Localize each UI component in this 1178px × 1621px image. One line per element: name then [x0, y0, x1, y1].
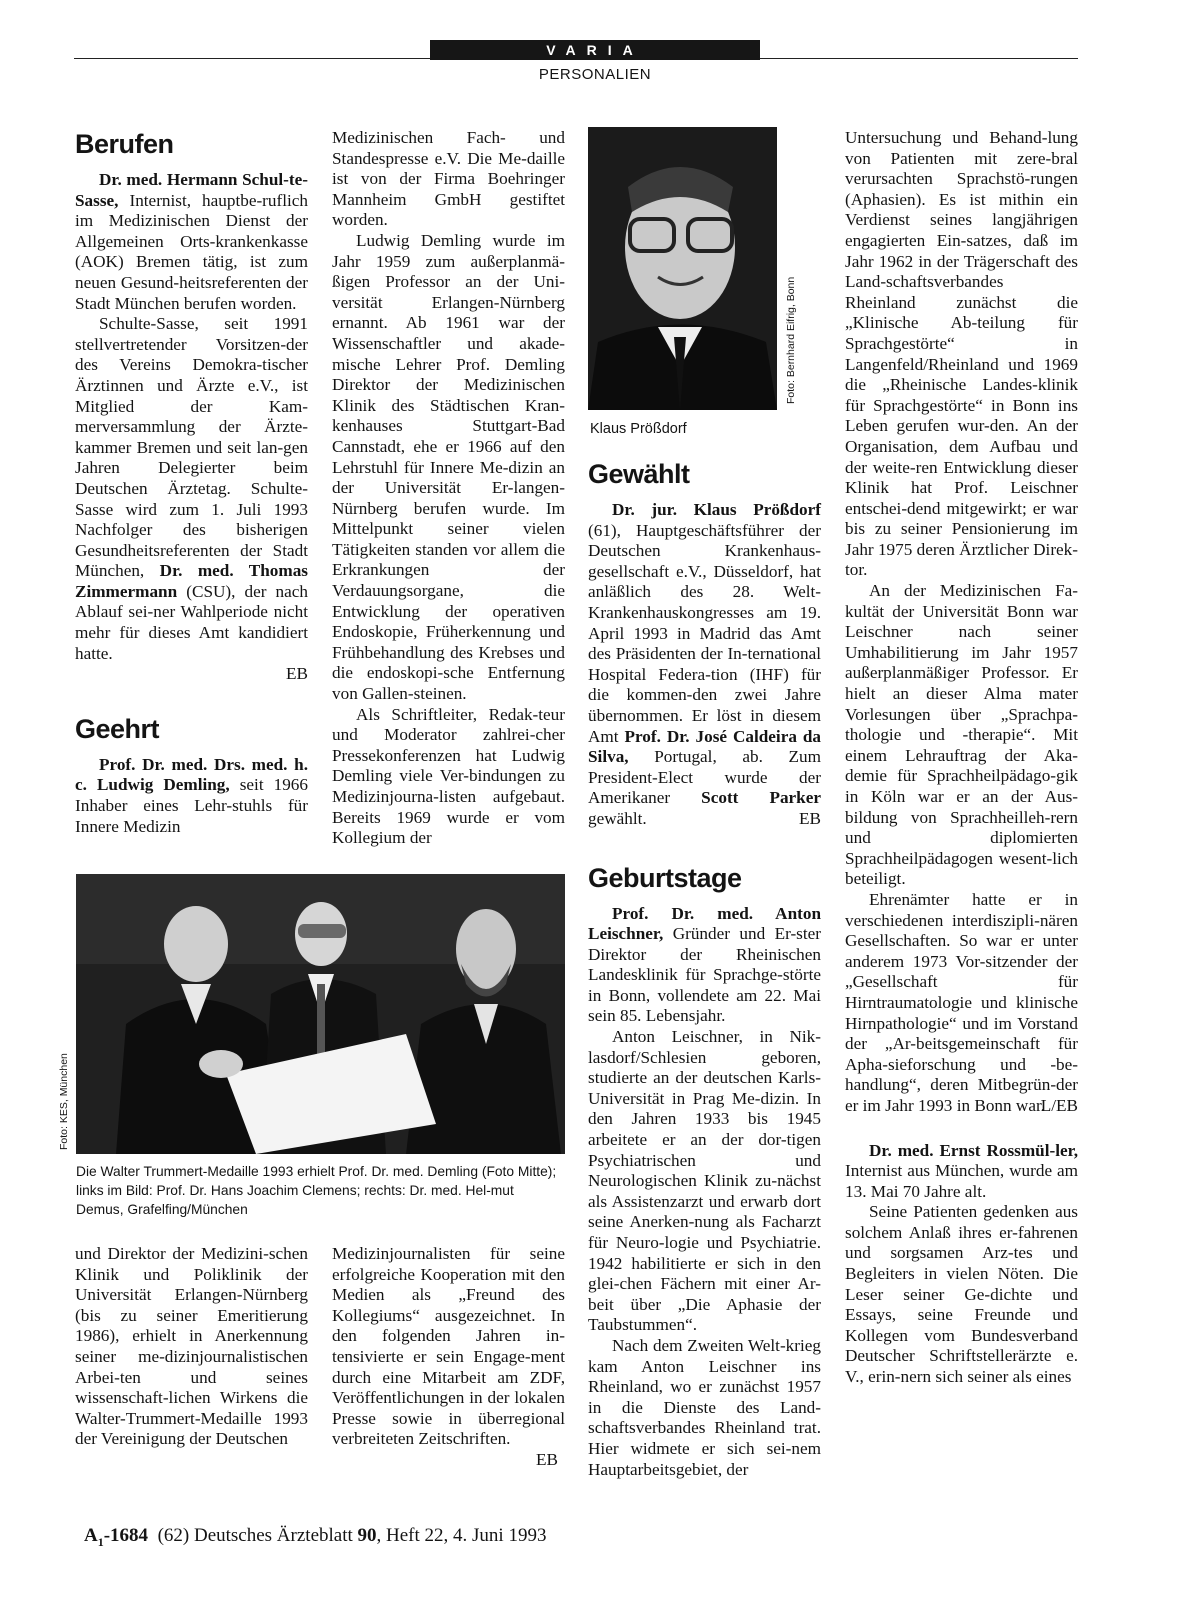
bold-name: Dr. jur. Klaus Prößdorf — [612, 500, 821, 519]
paragraph: Dr. med. Hermann Schul-te-Sasse, Internist, hauptbe-ruflich im Medizinischen Dienst der Allgemeinen Orts-krankenkasse (AOK) Bremen tätig, ist zum neuen Gesund-heitsreferenten der Stadt München berufen worden. — [75, 170, 308, 313]
section-banner: VARIA — [430, 40, 760, 60]
column-2-lower — [332, 1244, 565, 1450]
portrait-photo-credit: Foto: Bernhard Eifrig, Bonn — [785, 276, 797, 404]
award-photo-image — [76, 874, 565, 1154]
heading-geehrt: Geehrt — [75, 713, 160, 744]
signature: L/EB — [1040, 1095, 1078, 1115]
paragraph: An der Medizinischen Fa-kultät der Universität Bonn war Leischner nach seiner Umhabilitierung im Jahr 1957 außerplanmäßiger Professor. Er hielt an dieser Alma mater Vorlesungen über „Sprachpa-thologie und -therapie“. Mit einem Lehrauftrag der Aka-demie für Sprachheilpädago-gik in Köln war er an der Aus-bildung von Sprachheilleh-rern und diplomierten Sprachheilpädagogen wesent-lich beteiligt. — [845, 581, 1078, 889]
footer-journal: (62) Deutsches Ärzteblatt — [157, 1525, 358, 1546]
paragraph: Dr. jur. Klaus Prößdorf (61), Hauptgeschäftsführer der Deutschen Krankenhaus-gesellschaft e.V., Düsseldorf, hat anläßlich des 28. Welt-Krankenhauskongresses am 19. April 1993 in Madrid das Amt des Präsidenten der In-ternational Hospital Federa-tion (IHF) für die kommen-den zwei Jahre übernommen. Er löst in diesem Amt Prof. Dr. José Caldeira da Silva, Portugal, ab. Zum President-Elect wurde der Amerikaner Scott Parker gewählt. — [588, 500, 821, 828]
award-photo-caption: Die Walter Trummert-Medaille 1993 erhielt Prof. Dr. med. Demling (Foto Mitte); links im Bild: Prof. Dr. Hans Joachim Clemens; rechts: Dr. med. Hel-mut Demus, Grafelfing/München — [76, 1164, 557, 1217]
bold-name: Dr. med. Thomas Zimmermann — [75, 561, 308, 601]
paragraph: Ehrenämter hatte er in verschiedenen interdiszipli-nären Gesellschaften. So war er unter anderem 1973 Vor-sitzender der „Gesellschaft für Hirntraumatologie und klinische Hirnpathologie“ und im Vorstand der „Ar-beitsgemeinschaft für Apha-sieforschung und -be-handlung“, deren Mitbegrün-der er im Jahr 1993 in Bonn war. — [845, 889, 1078, 1115]
bold-name: Prof. Dr. med. Drs. med. h. c. Ludwig Demling, — [75, 754, 308, 795]
column-3 — [588, 458, 821, 1480]
bold-name: Prof. Dr. José Caldeira da Silva, — [588, 726, 821, 767]
footer-volume: 90 — [357, 1525, 377, 1546]
paragraph: Prof. Dr. med. Anton Leischner, Gründer und Er-ster Direktor der Rheinischen Landesklinik für Sprachge-störte in Bonn, vollendete am 22. Mai sein 85. Lebensjahr. — [588, 903, 821, 1026]
column-4 — [845, 128, 1078, 1388]
paragraph: Seine Patienten gedenken aus solchem Anlaß ihres er-fahrenen und sorgsamen Arz-tes und Begleiters in vielen Nöten. Die Leser seiner Ge-dichte und Essays, seine Freunde und Kollegen vom Bundesverband Deutscher Schriftstellerärzte e. V., erin-nern sich seiner als eines — [845, 1202, 1078, 1387]
bold-name: Dr. med. Hermann Schul-te-Sasse, — [75, 170, 308, 210]
heading-geburtstage: Geburtstage — [588, 862, 742, 893]
award-photo-credit: Foto: KES, München — [58, 1053, 70, 1150]
column-1-lower — [75, 1244, 308, 1450]
paragraph: Als Schriftleiter, Redak-teur und Moderator zahlrei-cher Pressekonferenzen hat Ludwig Demling viele Ver-bindungen zu Medizinjourna-listen aufgebaut. Bereits 1969 wurde er vom Kollegium der — [332, 704, 565, 848]
paragraph: Medizinjournalisten für seine erfolgreiche Kooperation mit den Medien als „Freund des Kollegiums“ ausgezeichnet. In den folgenden Jahren in-tensivierte er sein Engage-ment durch eine Mitarbeit am ZDF, Veröffentlichungen in der lokalen Presse sowie in überregional verbreiteten Zeitschriften. — [332, 1244, 565, 1449]
footer-page-number: -1684 — [103, 1525, 149, 1546]
paragraph: Nach dem Zweiten Welt-krieg kam Anton Leischner ins Rheinland, wo er zunächst 1957 in die Dienste des Land-schaftsverbandes Rheinland trat. Hier widmete er sich sei-nem Hauptarbeitsgebiet, der — [588, 1335, 821, 1479]
paragraph: Anton Leischner, in Nik-lasdorf/Schlesien geboren, studierte an der deutschen Karls-Universität in Prag Me-dizin. In den Jahren 1933 bis 1945 arbeitete er an der dor-tigen Psychiatrischen und Neurologischen Klinik zu-nächst als Assistenzarzt und erwarb dort seine Anerken-nung als Facharzt für Neuro-logie und Psychiatrie. 1942 habilitierte er sich in den glei-chen Fächern mit einer Ar-beit über „Die Aphasie der Taubstummen“. — [588, 1027, 821, 1335]
signature: EB — [536, 1450, 558, 1469]
column-2 — [332, 128, 565, 849]
bold-name: Dr. med. Ernst Rossmül-ler, — [869, 1140, 1078, 1160]
footer-issue: , Heft 22, 4. Juni 1993 — [376, 1525, 547, 1546]
paragraph: und Direktor der Medizini-schen Klinik und Poliklinik der Universität Erlangen-Nürnberg (bis zu seiner Emeritierung 1986), erhielt in Anerkennung seiner me-dizinjournalistischen Arbei-ten und seines wissenschaft-lichen Wirkens die Walter-Trummert-Medaille 1993 der Vereinigung der Deutschen — [75, 1244, 308, 1449]
paragraph: Schulte-Sasse, seit 1991 stellvertretender Vorsitzen-der des Vereins Demokra-tischer Ärztinnen und Ärzte e.V., ist Mitglied der Kam-merversammlung der Ärzte-kammer Bremen und seit lan-gen Jahren Delegierter beim Deutschen Ärztetag. Schulte-Sasse wird zum 1. Juli 1993 Nachfolger des bisherigen Gesundheitsreferenten der Stadt München, Dr. med. Thomas Zimmermann (CSU), der nach Ablauf sei-ner Wahlperiode nicht mehr für dieses Amt kandidiert hatte. — [75, 314, 308, 663]
paragraph: Dr. med. Ernst Rossmül-ler, Internist aus München, wurde am 13. Mai 70 Jahre alt. — [845, 1140, 1078, 1201]
paragraph: Untersuchung und Behand-lung von Patienten mit zere-bral verursachten Sprachstö-rungen (Aphasien). Es ist mithin ein Verdienst seines langjährigen engagierten Ein-satzes, daß im Jahr 1962 in der Trägerschaft des Land-schaftsverbandes Rheinland zunächst die „Klinische Ab-teilung für Sprachgestörte“ in Langenfeld/Rheinland und 1969 die „Rheinische Landes-klinik für Sprachgestörte“ in Bonn ins Leben gerufen wur-den. An der Organisation, dem Aufbau und der weite-ren Entwicklung dieser Klinik hat Prof. Leischner entschei-dend mitgewirkt; er war bis zu seiner Pensionierung im Jahr 1975 deren Ärztlicher Direk-tor. — [845, 128, 1078, 580]
subsection-label: PERSONALIEN — [538, 66, 652, 83]
portrait-photo-image — [588, 127, 777, 410]
footer-page-sub: 1 — [97, 1534, 104, 1549]
signature: EB — [286, 664, 308, 684]
heading-berufen: Berufen — [75, 129, 174, 159]
column-1 — [75, 128, 308, 837]
paragraph: Ludwig Demling wurde im Jahr 1959 zum außerplanmä-ßigen Professor an der Uni-versität Erlangen-Nürnberg ernannt. Ab 1961 war der Wissenschaftler und akade-mische Lehrer Prof. Demling Direktor der Medizinischen Klinik des Städtischen Kran-kenhauses Stuttgart-Bad Cannstadt, ehe er 1966 auf den Lehrstuhl für Innere Me-dizin an der Universität Er-langen-Nürnberg berufen wurde. Im Mittelpunkt seiner vielen Tätigkeiten standen vor allem die Erkrankungen der Verdauungsorgane, die Entwicklung der operativen Endoskopie, Früherkennung und Frühbehandlung des Krebses und die endoskopi-sche Entfernung von Gallen-steinen. — [332, 230, 565, 704]
bold-name: Scott Parker — [701, 788, 821, 808]
award-photo — [76, 874, 565, 1154]
bold-name: Prof. Dr. med. Anton Leischner, — [588, 903, 821, 944]
signature: EB — [799, 808, 821, 828]
portrait-photo — [588, 127, 777, 410]
page-footer — [84, 1525, 546, 1550]
heading-gewaehlt: Gewählt — [588, 459, 690, 489]
portrait-photo-caption: Klaus Prößdorf — [590, 421, 687, 437]
footer-page-letter: A — [84, 1525, 98, 1546]
paragraph: Medizinischen Fach- und Standespresse e.V. Die Me-daille ist von der Firma Boehringer Mannheim GmbH gestiftet worden. — [332, 128, 565, 230]
paragraph: Prof. Dr. med. Drs. med. h. c. Ludwig Demling, seit 1966 Inhaber eines Lehr-stuhls für Innere Medizin — [75, 754, 308, 836]
